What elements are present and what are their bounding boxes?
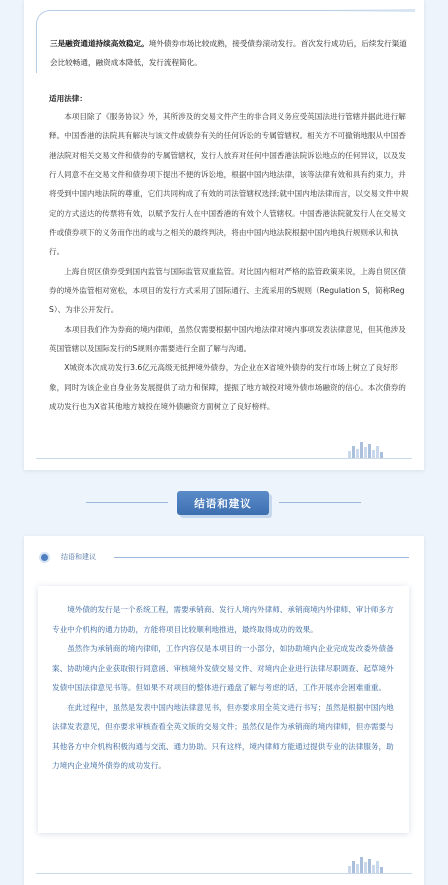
conclusion-paragraph: 虽然作为承销商的境内律师，工作内容仅是本项目的一小部分，如协助境内企业完成发改委外债备案、协助境内企业获取银行同意函、审核境外发债交易文件、对境内企业进行法律尽职调查、起草境外发债中国法律意见书等。但如果不对项目的整体进行通盘了解与考虑的话，工作开展亦会困难重重。 <box>52 644 394 692</box>
law-paragraph: 上海自贸区债券受到国内监管与国际监管双重监管。对比国内相对严格的监管政策来说，上海自贸区债券的境外监管相对宽松，本项目的发行方式采用了国际通行、主流采用的S规则（Regulation S，简称Reg S）、为非公开发行。 <box>49 266 406 315</box>
law-paragraph: 本项目我们作为券商的境内律师，虽然仅需要根据中国内地法律对境内事项发表法律意见，但其他涉及英国管辖以及国际发行的S规则亦需要进行全面了解与沟通。 <box>49 324 406 354</box>
bullet-dot-icon <box>41 554 48 561</box>
highlight-text <box>50 34 410 72</box>
card-bottom-line <box>36 873 412 874</box>
card-bottom-line <box>36 458 412 459</box>
highlight-label: 三是融资通道持续高效稳定。 <box>50 39 149 48</box>
law-title: 适用法律： <box>49 94 87 103</box>
subtitle-rule <box>114 557 409 558</box>
section-divider-left <box>86 502 168 503</box>
section-divider-right <box>279 502 361 503</box>
highlight-body: 境外债券市场比较成熟，接受债券滚动发行。首次发行成功后，后续发行渠道会比较畅通，融资成本降低，发行流程简化。 <box>50 39 407 67</box>
conclusion-paragraph: 在此过程中，虽然是发表中国内地法律意见书，但亦要求用全英文进行书写；虽然是根据中国内地法律发表意见，但亦要求审核查看全英文版的交易文件；虽然仅是作为承销商的境内律师，但亦需要与其他各方中介机构积极沟通与交流、通力协助。只有这样，境内律师方能通过提供专业的法律服务，助力境内企业境外债券的成功发行。 <box>52 702 394 770</box>
section-heading: 结语和建议 <box>177 491 269 515</box>
law-body <box>49 107 413 417</box>
conclusion-text-box <box>38 586 409 833</box>
conclusion-subtitle: 结语和建议 <box>61 553 96 561</box>
city-skyline-icon <box>348 855 383 873</box>
conclusion-paragraph: 境外债的发行是一个系统工程，需要承销商、发行人境内外律师、承销商境内外律师、审计师多方专业中介机构的通力协助，方能将项目比较顺利地推进，最终取得成功的效果。 <box>52 605 394 634</box>
conclusion-card <box>24 536 424 885</box>
content-card <box>24 0 424 470</box>
conclusion-text <box>52 600 395 776</box>
law-paragraph: X城资本次成功发行3.6亿元高级无抵押境外债券，为企业在X省境外债券的发行市场上树立了良好形象，同时为该企业自身业务发展提供了动力和保障，提振了地方城投对境外债市场融资的信心。本次债券的成功发行也为X省其他地方城投在境外债融资方面树立了良好榜样。 <box>49 363 406 412</box>
law-paragraph: 本项目除了《服务协议》外，其所涉及的交易文件产生的非合同义务应受英国法进行管辖并据此进行解释。中国香港的法院具有解决与该文件或债券有关的任何诉讼的专属管辖权。相关方不可撤销地服从中国香港法院对相关交易文件和债券的专属管辖权，发行人放弃对任何中国香港法院诉讼地点的任何异议，以及发行人同意不在交易文件和债券项下提出不便的诉讼地，根据中国内地法律，该等法律有效和具有约束力，并将受到中国内地法院的尊重，它们共同构成了有效的司法管辖权选择;就中国内地法律而言，以交易文件中规定的方式送达的传票将有效，以赋予发行人在中国香港的有效个人管辖权。中国香港法院就发行人在交易文件或债券项下的义务而作出的或与之相关的最终判决，将由中国内地法院根据中国内地执行规则承认和执行。 <box>49 112 409 257</box>
city-skyline-icon <box>348 440 383 458</box>
